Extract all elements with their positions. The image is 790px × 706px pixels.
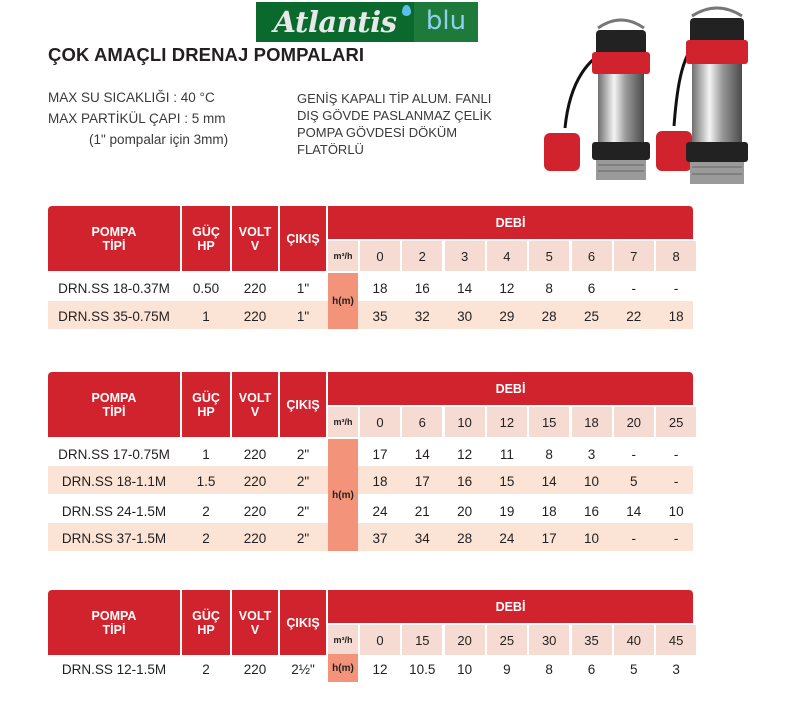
- power-hp: 0.50: [192, 280, 220, 296]
- flow-value-header: 0: [360, 241, 400, 271]
- head-unit-label: h(m): [328, 439, 358, 551]
- flow-value-header: 15: [402, 625, 442, 655]
- power-hp: 2: [202, 503, 210, 519]
- model-name: DRN.SS 37-1.5M: [61, 530, 167, 546]
- page-title: ÇOK AMAÇLI DRENAJ POMPALARI: [48, 44, 365, 65]
- head-value: 14: [457, 280, 473, 296]
- header-debi: DEBİ: [328, 590, 693, 623]
- header-debi: DEBİ: [328, 206, 693, 239]
- flow-unit-label: m³/h: [328, 407, 358, 437]
- head-value: -: [631, 280, 637, 296]
- power-hp: 2: [202, 661, 210, 677]
- head-value: 24: [372, 503, 388, 519]
- flow-value-header: 35: [572, 625, 612, 655]
- model-name: DRN.SS 35-0.75M: [58, 308, 170, 324]
- outlet-size: 1": [296, 308, 310, 324]
- head-value: 18: [372, 473, 388, 489]
- head-value: 35: [372, 308, 388, 324]
- pump-large-image: [652, 6, 762, 190]
- feature-line-3: POMPA GÖVDESİ DÖKÜM: [297, 125, 458, 140]
- head-value: -: [631, 446, 637, 462]
- header-volt: VOLT V: [232, 590, 278, 655]
- feature-line-1: GENİŞ KAPALI TİP ALUM. FANLI: [297, 91, 492, 106]
- voltage: 220: [243, 503, 267, 519]
- head-value: -: [673, 280, 679, 296]
- model-name: DRN.SS 18-0.37M: [58, 280, 170, 296]
- flow-value-header: 25: [656, 407, 696, 437]
- head-value: 8: [545, 661, 553, 677]
- head-value: 12: [372, 661, 388, 677]
- logo-brand-text: Atlantis: [256, 2, 414, 42]
- head-value: 5: [630, 473, 638, 489]
- outlet-size: 2½": [291, 661, 315, 677]
- head-value: 6: [587, 280, 596, 296]
- head-value: 9: [503, 661, 511, 677]
- flow-value-header: 5: [529, 241, 569, 271]
- head-value: 24: [499, 530, 515, 546]
- flow-value-header: 8: [656, 241, 696, 271]
- head-unit-label: h(m): [328, 273, 358, 329]
- voltage: 220: [243, 530, 267, 546]
- flow-value-header: 25: [487, 625, 527, 655]
- spec-particle-note: (1" pompalar için 3mm): [89, 132, 229, 147]
- header-debi: DEBİ: [328, 372, 693, 405]
- flow-value-header: 6: [572, 241, 612, 271]
- head-value: 8: [545, 280, 553, 296]
- flow-value-header: 3: [445, 241, 485, 271]
- voltage: 220: [243, 280, 267, 296]
- head-value: 10.5: [409, 661, 436, 677]
- head-value: 18: [541, 503, 557, 519]
- outlet-size: 1": [296, 280, 310, 296]
- flow-value-header: 20: [445, 625, 485, 655]
- flow-value-header: 40: [614, 625, 654, 655]
- spec-max-temp: MAX SU SICAKLIĞI : 40 °C: [48, 90, 215, 105]
- head-value: 18: [668, 308, 684, 324]
- outlet-size: 2": [296, 446, 310, 462]
- header-cikis: ÇIKIŞ: [280, 590, 326, 655]
- head-value: -: [673, 530, 679, 546]
- power-hp: 2: [202, 530, 210, 546]
- head-value: 25: [583, 308, 600, 324]
- head-value: 20: [457, 503, 473, 519]
- flow-value-header: 12: [487, 407, 527, 437]
- flow-value-header: 6: [402, 407, 442, 437]
- header-pompa-tipi: POMPA TİPİ: [48, 372, 180, 437]
- head-value: -: [673, 473, 679, 489]
- flow-value-header: 4: [487, 241, 527, 271]
- water-drop-icon: [402, 5, 411, 16]
- header-volt: VOLT V: [232, 372, 278, 437]
- head-value: 10: [583, 473, 600, 489]
- head-value: 10: [583, 530, 600, 546]
- header-guc: GÜÇ HP: [182, 590, 230, 655]
- head-value: 11: [499, 446, 514, 462]
- flow-unit-label: m³/h: [328, 241, 358, 271]
- outlet-size: 2": [296, 473, 310, 489]
- flow-value-header: 45: [656, 625, 696, 655]
- brand-logo: [256, 2, 478, 42]
- head-value: 3: [672, 661, 680, 677]
- head-value: 34: [414, 530, 430, 546]
- flow-value-header: 7: [614, 241, 654, 271]
- head-value: 12: [499, 280, 515, 296]
- head-value: 19: [499, 503, 515, 519]
- spec-max-particle: MAX PARTİKÜL ÇAPI : 5 mm: [48, 111, 226, 126]
- power-hp: 1: [202, 308, 210, 324]
- pump-small-image: [540, 18, 664, 186]
- head-value: 32: [414, 308, 430, 324]
- header-cikis: ÇIKIŞ: [280, 372, 326, 437]
- head-value: 22: [626, 308, 642, 324]
- voltage: 220: [243, 308, 267, 324]
- head-value: 18: [372, 280, 388, 296]
- header-cikis: ÇIKIŞ: [280, 206, 326, 271]
- head-value: 28: [457, 530, 473, 546]
- head-value: 10: [668, 503, 684, 519]
- power-hp: 1.5: [196, 473, 216, 489]
- flow-value-header: 30: [529, 625, 569, 655]
- outlet-size: 2": [296, 530, 310, 546]
- head-value: 21: [414, 503, 430, 519]
- logo-sub-text: blu: [414, 2, 478, 42]
- model-name: DRN.SS 12-1.5M: [61, 661, 167, 677]
- head-value: -: [673, 446, 679, 462]
- head-value: 15: [499, 473, 515, 489]
- head-value: 5: [630, 661, 638, 677]
- head-value: 14: [541, 473, 557, 489]
- model-name: DRN.SS 24-1.5M: [61, 503, 167, 519]
- flow-value-header: 15: [529, 407, 569, 437]
- header-pompa-tipi: POMPA TİPİ: [48, 206, 180, 271]
- power-hp: 1: [202, 446, 210, 462]
- head-value: 14: [626, 503, 642, 519]
- head-value: 37: [372, 530, 388, 546]
- header-guc: GÜÇ HP: [182, 372, 230, 437]
- head-value: 28: [541, 308, 557, 324]
- head-value: 30: [457, 308, 473, 324]
- flow-value-header: 2: [402, 241, 442, 271]
- header-volt: VOLT V: [232, 206, 278, 271]
- header-guc: GÜÇ HP: [182, 206, 230, 271]
- head-value: -: [631, 530, 637, 546]
- head-value: 16: [583, 503, 600, 519]
- feature-line-4: FLATÖRLÜ: [297, 142, 364, 157]
- feature-line-2: DIŞ GÖVDE PASLANMAZ ÇELİK: [297, 108, 492, 123]
- flow-value-header: 20: [614, 407, 654, 437]
- head-value: 14: [414, 446, 430, 462]
- head-value: 12: [457, 446, 473, 462]
- head-value: 17: [541, 530, 557, 546]
- flow-value-header: 18: [572, 407, 612, 437]
- head-unit-label: h(m): [328, 654, 358, 682]
- model-name: DRN.SS 18-1.1M: [61, 473, 167, 489]
- flow-value-header: 0: [360, 407, 400, 437]
- head-value: 17: [372, 446, 388, 462]
- head-value: 3: [587, 446, 596, 462]
- voltage: 220: [243, 473, 267, 489]
- head-value: 29: [499, 308, 515, 324]
- head-value: 16: [457, 473, 473, 489]
- outlet-size: 2": [296, 503, 310, 519]
- voltage: 220: [243, 446, 267, 462]
- head-value: 16: [414, 280, 430, 296]
- flow-unit-label: m³/h: [328, 625, 358, 655]
- head-value: 10: [457, 661, 473, 677]
- head-value: 8: [545, 446, 553, 462]
- flow-value-header: 0: [360, 625, 400, 655]
- voltage: 220: [243, 661, 267, 677]
- model-name: DRN.SS 17-0.75M: [58, 446, 170, 462]
- head-value: 6: [587, 661, 596, 677]
- flow-value-header: 10: [445, 407, 485, 437]
- head-value: 17: [414, 473, 430, 489]
- header-pompa-tipi: POMPA TİPİ: [48, 590, 180, 655]
